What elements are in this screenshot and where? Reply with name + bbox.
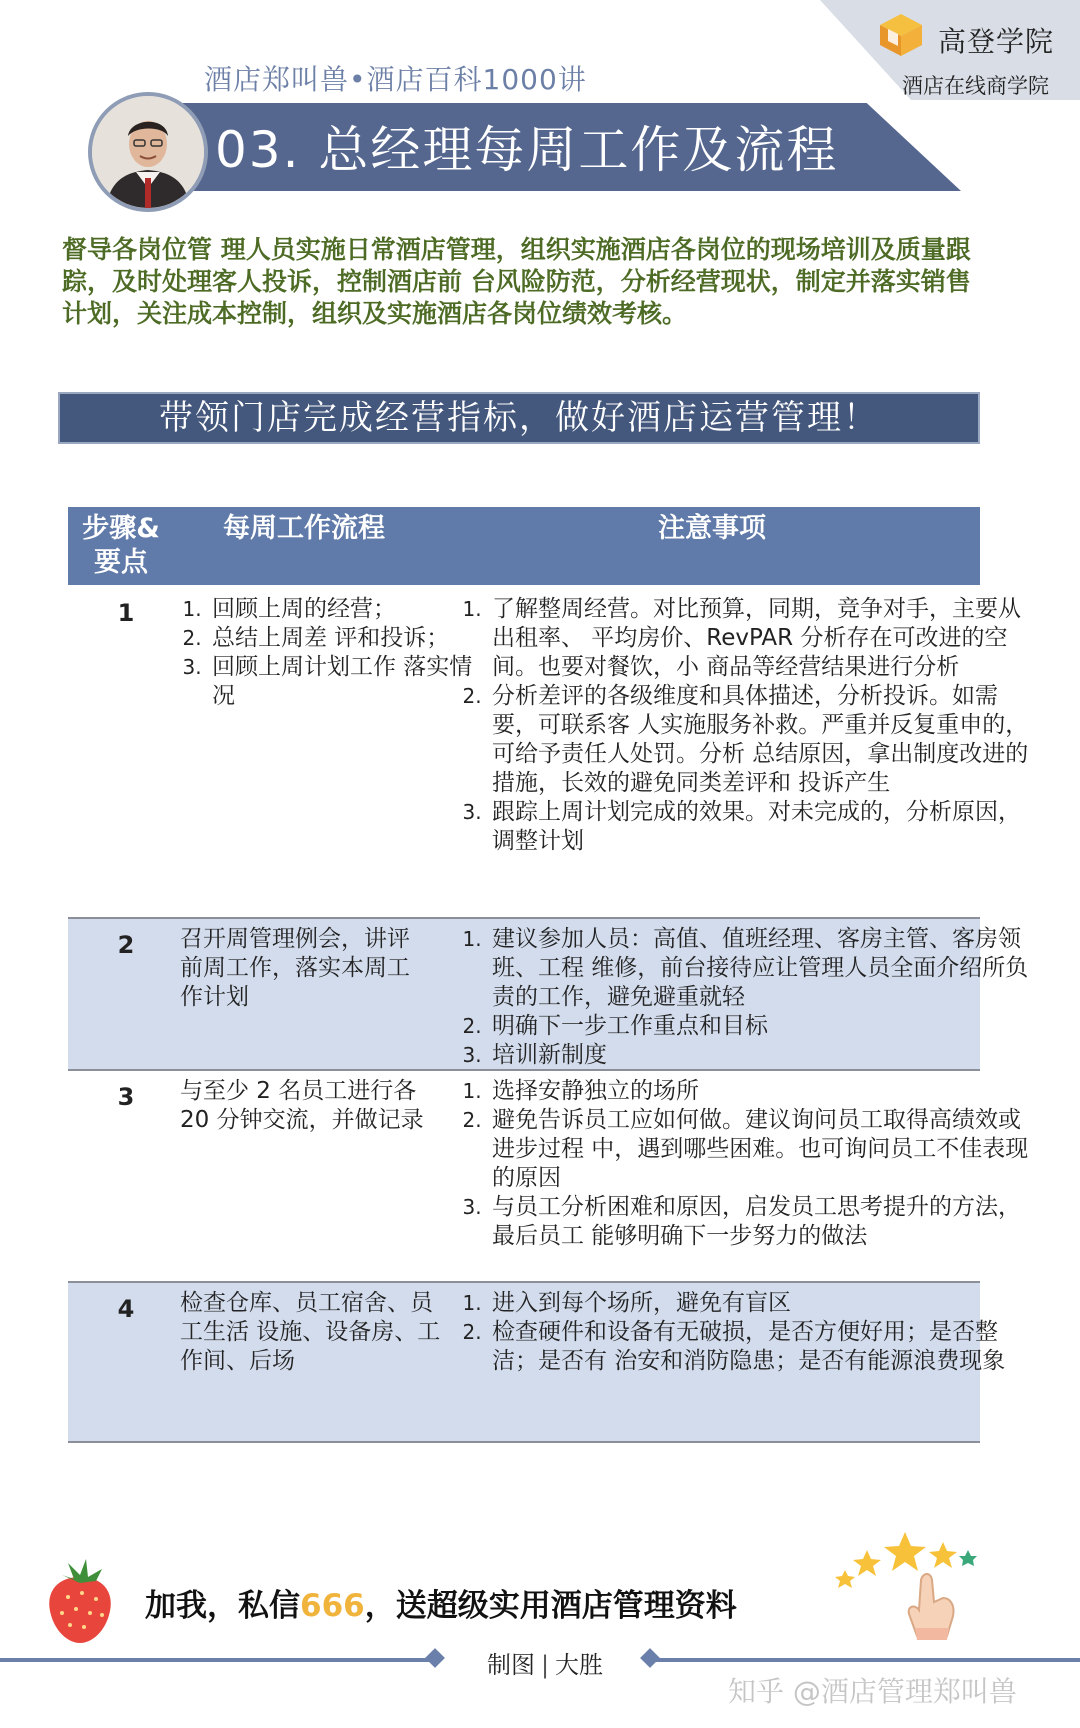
brand-subtitle: 酒店在线商学院 [902, 74, 1049, 98]
header-notes: 注意事项 [658, 513, 766, 544]
step-number: 3 [117, 1083, 135, 1111]
page-title: 03. 总经理每周工作及流程 [215, 121, 839, 179]
workflow-table [68, 507, 1029, 1434]
notes-cell [458, 595, 1038, 856]
slogan: 带领门店完成经营指标，做好酒店运营管理！ [159, 398, 879, 438]
step-number: 1 [117, 599, 135, 627]
flow-cell: 检查仓库、员工宿舍、员工生活 设施、设备房、工作间、后场 [180, 1290, 441, 1374]
watermark: 知乎 @酒店管理郑叫兽 [728, 1675, 1017, 1708]
brand-logo-icon [878, 12, 924, 58]
strawberry-icon [40, 1555, 120, 1645]
series-title: 酒店郑叫兽•酒店百科1000讲 [204, 63, 587, 96]
footer-divider-left [0, 1658, 432, 1662]
note-item: 2. 检查硬件和设备有无破损，是否方便好用；是否整洁；是否有 治安和消防隐患；是否有能源浪费现象 [488, 1318, 1038, 1376]
diamond-left-icon [425, 1648, 445, 1668]
table-row [68, 585, 1029, 919]
credit-separator: | [540, 1651, 550, 1679]
note-item: 3. 培训新制度 [488, 1041, 1038, 1070]
stars-hand-icon [825, 1510, 990, 1640]
credit-left: 制图 [486, 1651, 535, 1679]
notes-cell [458, 1289, 1038, 1376]
note-item: 2. 明确下一步工作重点和目标 [488, 1012, 1038, 1041]
note-item: 1. 选择安静独立的场所 [488, 1077, 1038, 1106]
header-step: 步骤&要点 [82, 513, 160, 578]
footer-divider-right [652, 1658, 1080, 1662]
table-row [68, 1071, 1029, 1283]
cta-highlight: 666 [300, 1588, 365, 1624]
note-item: 2. 分析差评的各级维度和具体描述，分析投诉。如需要，可联系客 人实施服务补救。严重并反复重申的，可给予责任人处罚。分析 总结原因，拿出制度改进的措施，长效的避免同类差评和 投诉产生 [488, 682, 1038, 798]
flow-item: 3. 回顾上周计划工作 落实情况 [208, 653, 488, 711]
flow-item: 1. 回顾上周的经营； [208, 595, 488, 624]
credit-right: 大胜 [555, 1651, 604, 1679]
note-item: 1. 进入到每个场所，避免有盲区 [488, 1289, 1038, 1318]
cta-prefix: 加我，私信 [145, 1588, 300, 1624]
notes-cell [458, 1077, 1038, 1251]
note-item: 2. 避免告诉员工应如何做。建议询问员工取得高绩效或进步过程 中，遇到哪些困难。也可询问员工不佳表现的原因 [488, 1106, 1038, 1193]
step-number: 2 [117, 931, 135, 959]
brand-name: 高登学院 [938, 25, 1055, 58]
avatar [88, 92, 208, 212]
flow-item: 2. 总结上周差 评和投诉； [208, 624, 488, 653]
cta-suffix: ，送超级实用酒店管理资料 [364, 1588, 737, 1624]
flow-cell: 与至少 2 名员工进行各 20 分钟交流，并做记录 [180, 1078, 424, 1133]
note-item: 1. 建议参加人员：高值、值班经理、客房主管、客房领班、工程 维修，前台接待应让管理人员全面介绍所负责的工作，避免避重就轻 [488, 925, 1038, 1012]
note-item: 1. 了解整周经营。对比预算，同期，竞争对手，主要从出租率、 平均房价、RevPAR 分析存在可改进的空间。也要对餐饮，小 商品等经营结果进行分析 [488, 595, 1038, 682]
table-header [68, 507, 980, 585]
credit [460, 1645, 630, 1680]
step-number: 4 [117, 1295, 135, 1323]
footer-cta [145, 1580, 737, 1625]
note-item: 3. 跟踪上周计划完成的效果。对未完成的，分析原因，调整计划 [488, 798, 1038, 856]
table-row [68, 1283, 1006, 1443]
intro-paragraph: 督导各岗位管 理人员实施日常酒店管理，组织实施酒店各岗位的现场培训及质量跟踪，及时处理客人投诉，控制酒店前 台风险防范，分析经营现状，制定并落实销售计划，关注成本控制，组织及实施酒店各岗位绩效考核。 [62, 235, 971, 328]
note-item: 3. 与员工分析困难和原因，启发员工思考提升的方法，最后员工 能够明确下一步努力的做法 [488, 1193, 1038, 1251]
flow-cell: 召开周管理例会，讲评前周工作，落实本周工作计划 [180, 926, 410, 1010]
header-flow: 每周工作流程 [223, 513, 385, 544]
flow-cell [178, 595, 488, 711]
table-row [68, 919, 1029, 1071]
notes-cell [458, 925, 1038, 1070]
